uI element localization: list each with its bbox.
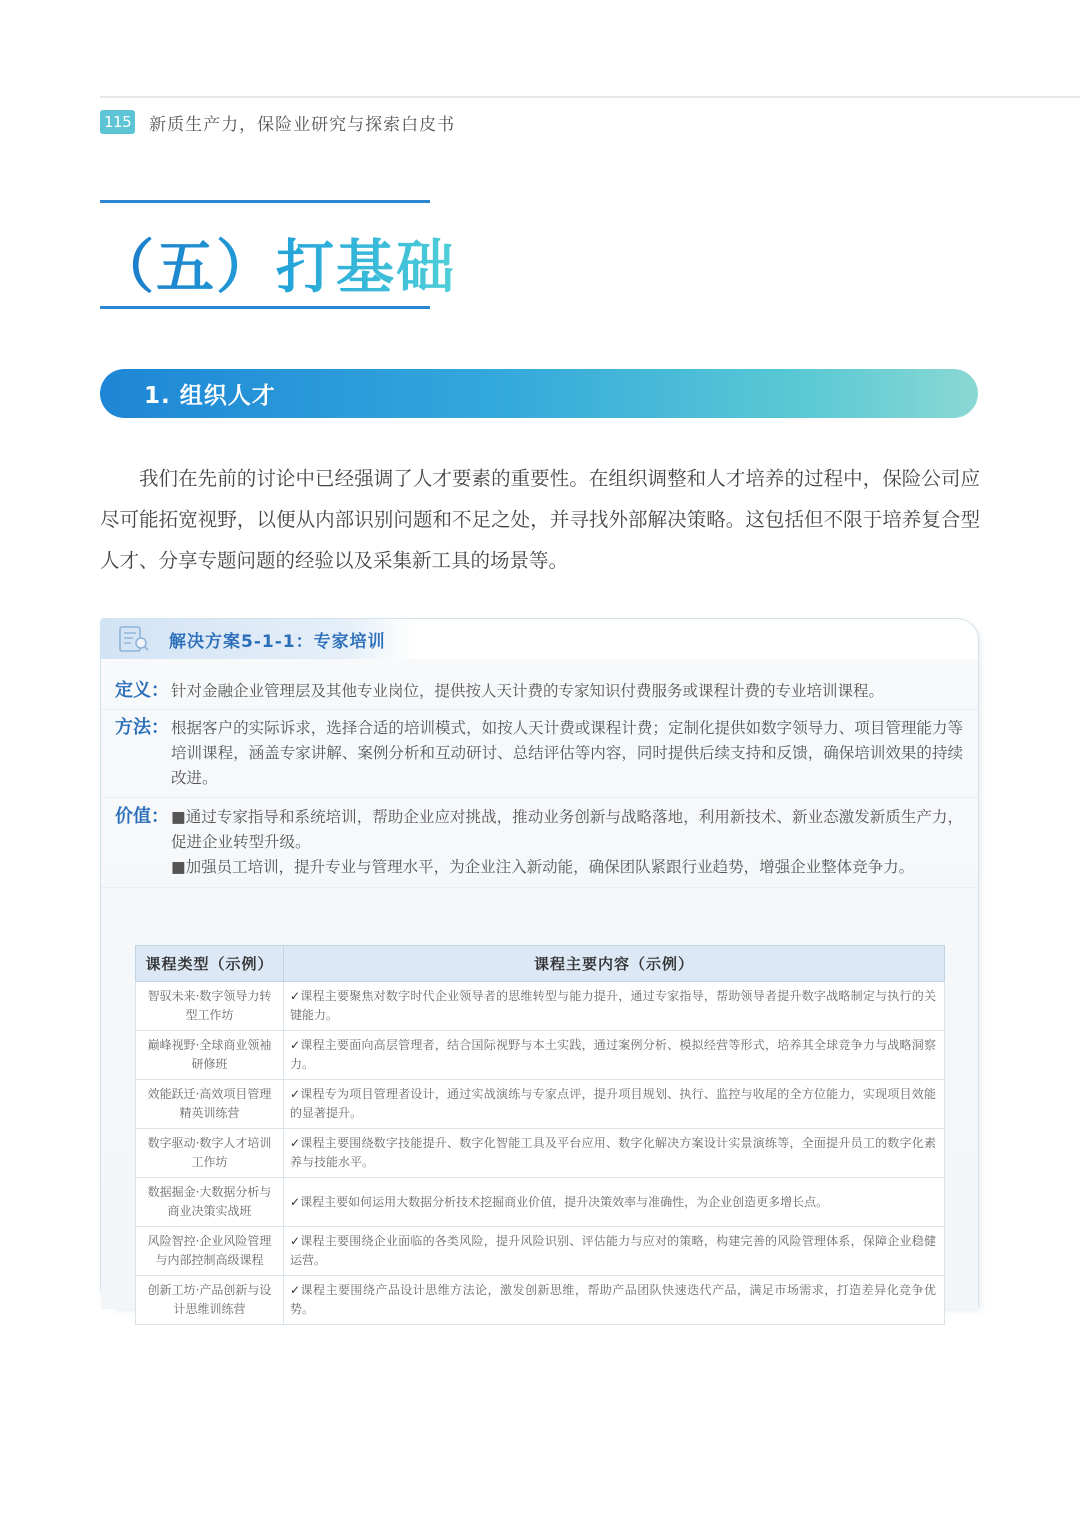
table-row <box>136 1080 945 1129</box>
section-banner <box>100 369 978 418</box>
definition-text: 针对金融企业管理层及其他专业岗位，提供按人天计费的专家知识付费服务或课程计费的专业培训课程。 <box>171 682 885 700</box>
chapter-heading <box>96 200 457 310</box>
course-description-text: 课程专为项目管理者设计，通过实战演练与专家点评，提升项目规划、执行、监控与收尾的全方位能力，实现项目效能的显著提升。 <box>290 1087 936 1120</box>
definition-label: 定义： <box>115 680 169 701</box>
course-description-text: 课程主要围绕数字技能提升、数字化智能工具及平台应用、数字化解决方案设计实景演练等，全面提升员工的数字化素养与技能水平。 <box>290 1136 936 1169</box>
check-icon: ✓ <box>290 1136 301 1150</box>
check-icon: ✓ <box>290 1234 301 1248</box>
chapter-rule-top <box>100 200 430 203</box>
course-name: 数字驱动·数字人才培训工作坊 <box>136 1129 284 1178</box>
table-row <box>136 1031 945 1080</box>
check-icon: ✓ <box>290 1038 301 1052</box>
table-row <box>136 1276 945 1325</box>
check-icon: ✓ <box>290 1087 301 1101</box>
definition-row <box>115 679 963 704</box>
chapter-title: （五）打基础 <box>96 220 456 304</box>
divider <box>101 887 978 888</box>
check-icon: ✓ <box>290 1194 301 1209</box>
course-description-text: 课程主要如何运用大数据分析技术挖掘商业价值，提升决策效率与准确性，为企业创造更多增长点。 <box>300 1194 829 1209</box>
course-name: 巅峰视野·全球商业领袖研修班 <box>136 1031 284 1080</box>
value-bullet: ■通过专家指导和系统培训，帮助企业应对挑战，推动业务创新与战略落地，利用新技术、新业态激发新质生产力，促进企业转型升级。 <box>171 808 963 851</box>
value-bullet: ■加强员工培训，提升专业与管理水平，为企业注入新动能，确保团队紧跟行业趋势，增强企业整体竞争力。 <box>171 858 915 876</box>
course-description-text: 课程主要聚焦对数字时代企业领导者的思维转型与能力提升，通过专家指导，帮助领导者提升数字战略制定与执行的关键能力。 <box>290 989 936 1022</box>
course-description <box>284 1080 945 1129</box>
value-label: 价值： <box>115 806 169 827</box>
course-description-text: 课程主要面向高层管理者，结合国际视野与本土实践，通过案例分析、模拟经营等形式，培养其全球竞争力与战略洞察力。 <box>290 1038 936 1071</box>
course-description-text: 课程主要围绕企业面临的各类风险，提升风险识别、评估能力与应对的策略，构建完善的风险管理体系，保障企业稳健运营。 <box>290 1234 936 1267</box>
course-name: 风险智控·企业风险管理与内部控制高级课程 <box>136 1227 284 1276</box>
table-row <box>136 1227 945 1276</box>
page-header <box>100 108 455 136</box>
solution-card-header <box>101 619 413 659</box>
course-description-text: 课程主要围绕产品设计思维方法论，激发创新思维，帮助产品团队快速迭代产品，满足市场需求，打造差异化竞争优势。 <box>290 1283 936 1316</box>
method-row <box>115 716 963 791</box>
value-text <box>171 805 963 880</box>
solution-title: 解决方案5-1-1：专家培训 <box>169 631 386 652</box>
course-name: 效能跃迁·高效项目管理精英训练营 <box>136 1080 284 1129</box>
table-row <box>136 1129 945 1178</box>
course-description <box>284 1227 945 1276</box>
document-search-icon <box>117 624 151 654</box>
table-row <box>136 1178 945 1227</box>
divider <box>101 709 978 710</box>
check-icon: ✓ <box>290 989 301 1003</box>
section-title: 1. 组织人才 <box>144 383 276 409</box>
divider <box>101 797 978 798</box>
solution-card <box>100 618 979 1316</box>
course-description <box>284 1178 945 1227</box>
chapter-rule-bottom <box>100 306 430 309</box>
method-label: 方法： <box>115 717 169 738</box>
course-description <box>284 982 945 1031</box>
course-name: 数据掘金·大数据分析与商业决策实战班 <box>136 1178 284 1227</box>
value-row <box>115 805 963 880</box>
table-header-row <box>136 946 945 982</box>
course-table <box>135 945 945 1325</box>
column-header-course-type: 课程类型（示例） <box>136 946 284 982</box>
course-name: 创新工坊·产品创新与设计思维训练营 <box>136 1276 284 1325</box>
page-number: 115 <box>100 110 135 134</box>
top-rule <box>100 96 1080 98</box>
course-name: 智驭未来·数字领导力转型工作坊 <box>136 982 284 1031</box>
column-header-course-content: 课程主要内容（示例） <box>284 946 945 982</box>
method-text: 根据客户的实际诉求，选择合适的培训模式，如按人天计费或课程计费；定制化提供如数字领导力、项目管理能力等培训课程，涵盖专家讲解、案例分析和互动研讨、总结评估等内容，同时提供后续支持和反馈，确保培训效果的持续改进。 <box>171 719 963 787</box>
solution-body <box>101 659 978 1316</box>
check-icon: ✓ <box>290 1283 301 1297</box>
course-description <box>284 1129 945 1178</box>
intro-paragraph: 我们在先前的讨论中已经强调了人才要素的重要性。在组织调整和人才培养的过程中，保险公司应尽可能拓宽视野，以便从内部识别问题和不足之处，并寻找外部解决策略。这包括但不限于培养复合型人才、分享专题问题的经验以及采集新工具的场景等。 <box>100 467 980 572</box>
table-row <box>136 982 945 1031</box>
book-title: 新质生产力，保险业研究与探索白皮书 <box>149 114 456 135</box>
course-description <box>284 1276 945 1325</box>
course-description <box>284 1031 945 1080</box>
